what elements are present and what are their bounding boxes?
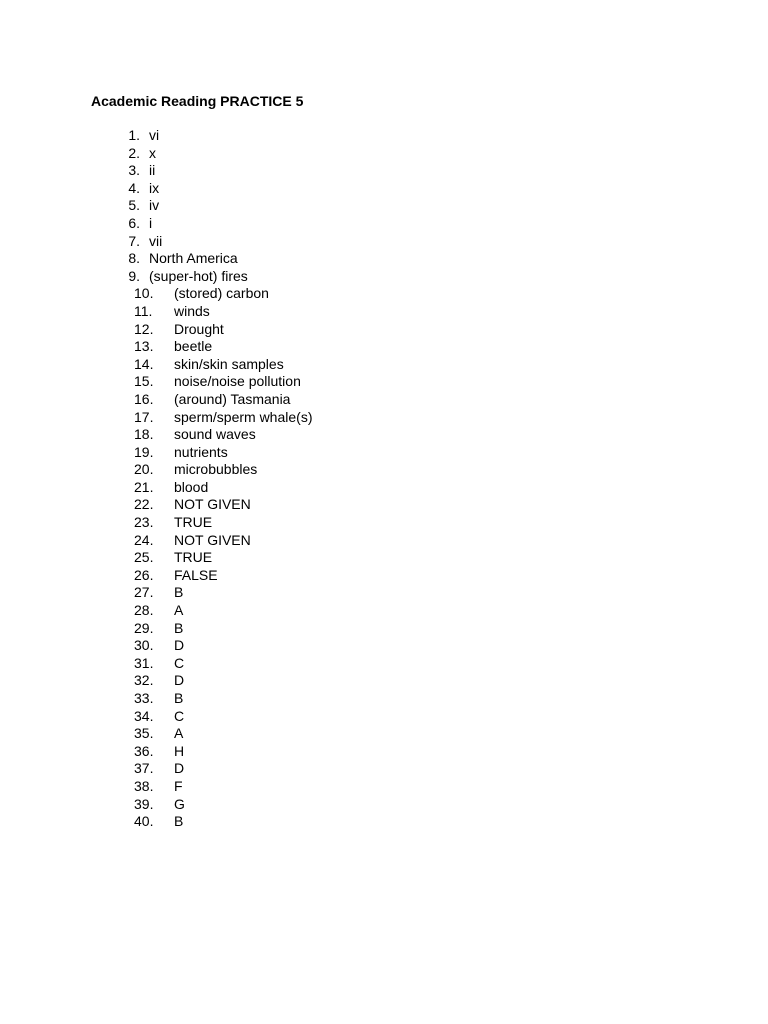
answer-value: A <box>174 602 184 619</box>
answer-number: 36. <box>134 742 154 759</box>
answer-number: 18. <box>134 426 154 443</box>
list-item <box>118 760 312 778</box>
answer-value: skin/skin samples <box>174 355 284 372</box>
answer-number: 23. <box>134 514 154 531</box>
answer-value: B <box>174 619 184 636</box>
answer-number: 26. <box>134 566 154 583</box>
answer-value: beetle <box>174 338 213 355</box>
answer-value: (stored) carbon <box>174 285 269 302</box>
answer-value: B <box>174 813 184 830</box>
answer-value: B <box>174 690 184 706</box>
answer-value: C <box>174 707 185 724</box>
answer-value: A <box>174 725 184 742</box>
list-item <box>118 197 312 215</box>
list-item <box>118 567 312 585</box>
list-item <box>118 215 312 233</box>
answer-number: 9. <box>128 267 140 284</box>
answer-number: 37. <box>134 760 154 777</box>
list-item <box>118 303 312 321</box>
answer-value: vi <box>149 127 160 143</box>
list-item <box>118 813 312 831</box>
answer-number: 27. <box>134 584 154 601</box>
answer-value: sound waves <box>174 426 256 443</box>
answer-number: 29. <box>134 619 154 636</box>
answer-value: C <box>174 654 185 671</box>
list-item <box>118 285 312 303</box>
answer-number: 38. <box>134 777 154 794</box>
answer-value: F <box>174 777 183 794</box>
document-title: Academic Reading PRACTICE 5 <box>91 93 304 109</box>
answer-number: 31. <box>134 654 154 671</box>
answer-number: 6. <box>128 214 140 231</box>
answer-value: noise/noise pollution <box>174 373 301 390</box>
list-item <box>118 549 312 567</box>
list-item <box>118 778 312 796</box>
list-item <box>118 637 312 655</box>
answer-number: 24. <box>134 531 154 548</box>
list-item <box>118 496 312 514</box>
answer-number: 22. <box>134 496 154 513</box>
answer-value: i <box>149 214 153 231</box>
list-item <box>118 602 312 620</box>
answer-value: B <box>174 584 184 601</box>
answer-number: 1. <box>128 127 140 143</box>
answer-number: 11. <box>134 302 153 319</box>
answer-value: H <box>174 742 185 759</box>
answer-number: 12. <box>134 320 154 337</box>
answer-number: 3. <box>128 162 140 179</box>
answer-value: iv <box>149 197 160 214</box>
answer-value: G <box>174 795 185 812</box>
list-item <box>118 391 312 409</box>
answer-value: x <box>149 144 156 161</box>
answer-value: (around) Tasmania <box>174 390 291 407</box>
answer-value: sperm/sperm whale(s) <box>174 408 313 425</box>
answer-number: 19. <box>134 443 154 460</box>
answer-value: ii <box>149 162 156 179</box>
answer-value: D <box>174 672 185 689</box>
list-item <box>118 725 312 743</box>
answer-value: microbubbles <box>174 461 258 478</box>
answer-value: TRUE <box>174 514 213 531</box>
list-item <box>118 233 312 251</box>
list-item <box>118 321 312 339</box>
answer-number: 13. <box>134 338 154 355</box>
answer-value: NOT GIVEN <box>174 496 251 513</box>
answer-value: NOT GIVEN <box>174 531 251 548</box>
answer-value: FALSE <box>174 566 218 583</box>
list-item <box>118 250 312 268</box>
answer-number: 5. <box>128 197 140 214</box>
answer-number: 39. <box>134 795 154 812</box>
answer-number: 16. <box>134 390 154 407</box>
answer-number: 32. <box>134 672 154 689</box>
answer-number: 2. <box>128 144 140 161</box>
list-item <box>118 373 312 391</box>
answer-value: blood <box>174 478 209 495</box>
answer-number: 25. <box>134 549 154 566</box>
answer-number: 20. <box>134 461 154 478</box>
list-item <box>118 655 312 673</box>
answer-value: vii <box>149 232 163 249</box>
answer-number: 33. <box>134 690 154 706</box>
answer-number: 10. <box>134 285 154 302</box>
answer-value: North America <box>149 250 238 267</box>
answer-value: TRUE <box>174 549 213 566</box>
answer-value: winds <box>174 302 210 319</box>
list-item <box>118 708 312 726</box>
list-item <box>118 743 312 761</box>
list-item <box>118 584 312 602</box>
list-item <box>118 690 312 708</box>
answer-number: 15. <box>134 373 154 390</box>
answer-value: nutrients <box>174 443 228 460</box>
list-item <box>118 479 312 497</box>
list-item <box>118 409 312 427</box>
answer-number: 21. <box>134 478 154 495</box>
answer-number: 7. <box>128 232 140 249</box>
list-item <box>118 268 312 286</box>
list-item <box>118 426 312 444</box>
answer-number: 35. <box>134 725 154 742</box>
list-item <box>118 127 312 145</box>
list-item <box>118 338 312 356</box>
list-item <box>118 145 312 163</box>
list-item <box>118 796 312 814</box>
answer-number: 28. <box>134 602 154 619</box>
list-item <box>118 532 312 550</box>
list-item <box>118 461 312 479</box>
list-item <box>118 162 312 180</box>
list-item <box>118 180 312 198</box>
answer-number: 8. <box>128 250 140 267</box>
list-item <box>118 620 312 638</box>
answer-value: D <box>174 760 185 777</box>
answer-value: (super-hot) fires <box>149 267 248 284</box>
answer-value: ix <box>149 179 160 196</box>
answer-number: 40. <box>134 813 154 830</box>
answer-number: 17. <box>134 408 154 425</box>
list-item <box>118 444 312 462</box>
list-item <box>118 356 312 374</box>
list-item <box>118 672 312 690</box>
list-item <box>118 514 312 532</box>
answer-number: 4. <box>128 179 140 196</box>
answer-number: 30. <box>134 637 154 654</box>
answer-number: 14. <box>134 355 154 372</box>
answer-value: Drought <box>174 320 224 337</box>
answer-list <box>118 127 312 831</box>
answer-number: 34. <box>134 707 154 724</box>
answer-value: D <box>174 637 185 654</box>
